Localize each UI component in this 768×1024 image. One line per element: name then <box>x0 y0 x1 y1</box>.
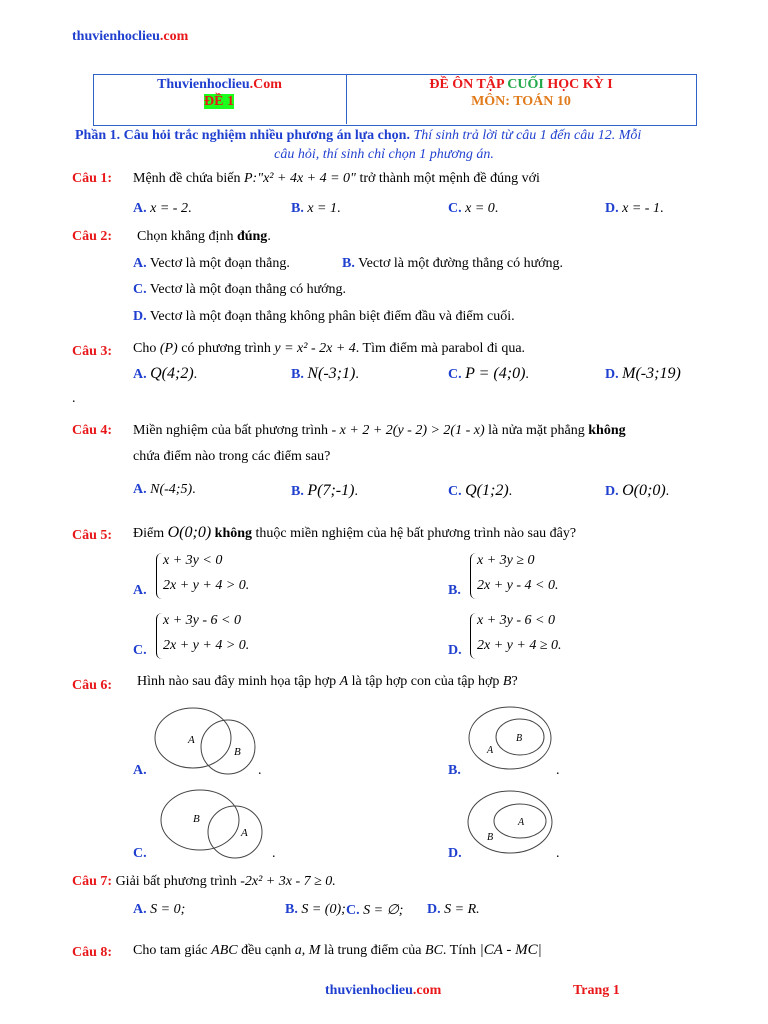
footer-site: thuvienhoclieu.com <box>325 983 442 998</box>
stray-dot: . <box>72 391 76 406</box>
question-3-option-c[interactable]: C. P = (4;0). <box>448 365 529 382</box>
site-name-tld: .com <box>159 29 189 44</box>
venn-label: A <box>518 817 525 828</box>
question-3-label: Câu 3: <box>72 344 113 359</box>
venn-label: B <box>516 733 523 744</box>
question-4-text: Miền nghiệm của bất phương trình - x + 2 + 2(y - 2) > 2(1 - x) là nửa mặt phẳng không <box>133 423 626 438</box>
system-brace <box>470 613 477 659</box>
system-line: x + 3y < 0 <box>163 553 223 568</box>
question-4-option-d[interactable]: D. O(0;0). <box>605 482 670 499</box>
page-number: Trang 1 <box>573 983 620 998</box>
question-3-option-d[interactable]: D. M(-3;19) <box>605 365 681 382</box>
header-subject: MÔN: TOÁN 10 <box>471 94 571 109</box>
question-1-option-b[interactable]: B. x = 1. <box>291 201 341 216</box>
section-instruction: câu hỏi, thí sinh chỉ chọn 1 phương án. <box>274 147 494 162</box>
venn-diagram-b <box>465 703 560 775</box>
question-4-option-a[interactable]: A. N(-4;5). <box>133 482 196 497</box>
question-1-option-c[interactable]: C. x = 0. <box>448 201 499 216</box>
question-6-label: Câu 6: <box>72 678 113 693</box>
venn-label: A <box>241 827 248 839</box>
system-line: 2x + y + 4 ≥ 0. <box>477 638 562 653</box>
question-7-label: Câu 7: <box>72 874 113 889</box>
system-brace <box>156 613 163 659</box>
question-2-option-a[interactable]: A. Vectơ là một đoạn thẳng. <box>133 256 290 271</box>
question-6-text: Hình nào sau đây minh họa tập hợp A là tập hợp con của tập hợp B? <box>137 674 518 689</box>
system-brace <box>156 553 163 599</box>
venn-label: B <box>193 813 200 825</box>
question-7-text: Câu 7: Giải bất phương trình -2x² + 3x - 7 ≥ 0. <box>72 874 336 889</box>
question-6-option-d[interactable]: D. <box>448 846 462 861</box>
question-1-option-a[interactable]: A. x = - 2. <box>133 201 192 216</box>
question-5-option-d[interactable]: D. <box>448 643 462 658</box>
system-brace <box>470 553 477 599</box>
venn-diagram-d <box>465 788 560 860</box>
question-3-option-b[interactable]: B. N(-3;1). <box>291 365 359 382</box>
question-7-option-c[interactable]: C. S = ∅; <box>346 903 404 918</box>
question-1-text: Mệnh đề chứa biến P:"x² + 4x + 4 = 0" trở thành một mệnh đề đúng với <box>133 171 540 186</box>
question-6-option-a[interactable]: A. <box>133 763 147 778</box>
question-4-text-cont: chứa điểm nào trong các điểm sau? <box>133 449 331 464</box>
question-1-label: Câu 1: <box>72 171 113 186</box>
question-2-option-c[interactable]: C. Vectơ là một đoạn thẳng có hướng. <box>133 282 347 297</box>
venn-diagram-c <box>155 786 270 862</box>
venn-diagram-a <box>150 703 260 779</box>
question-5-text: Điểm O(0;0) không thuộc miền nghiệm của hệ bất phương trình nào sau đây? <box>133 524 577 541</box>
question-5-option-a[interactable]: A. <box>133 583 147 598</box>
question-1-option-d[interactable]: D. x = - 1. <box>605 201 664 216</box>
question-3-text: Cho (P) có phương trình y = x² - 2x + 4. Tìm điểm mà parabol đi qua. <box>133 341 526 356</box>
site-name <box>72 29 188 45</box>
question-3-option-a[interactable]: A. Q(4;2). <box>133 365 198 382</box>
header-left-code: ĐỀ 1 <box>204 94 234 109</box>
question-4-option-c[interactable]: C. Q(1;2). <box>448 482 513 499</box>
question-6-option-b[interactable]: B. <box>448 763 461 778</box>
venn-label: A <box>487 745 494 756</box>
system-line: 2x + y - 4 < 0. <box>477 578 559 593</box>
site-name-main: thuvienhoclieu <box>72 29 160 44</box>
question-2-text: Chọn khẳng định đúng. <box>137 229 271 244</box>
question-6-option-c[interactable]: C. <box>133 846 147 861</box>
question-7-option-d[interactable]: D. S = R. <box>427 902 480 917</box>
system-line: x + 3y - 6 < 0 <box>163 613 241 628</box>
question-5-option-c[interactable]: C. <box>133 643 147 658</box>
system-line: 2x + y + 4 > 0. <box>163 578 250 593</box>
question-2-option-d[interactable]: D. Vectơ là một đoạn thẳng không phân biệt điểm đầu và điểm cuối. <box>133 309 515 324</box>
section-title: Phần 1. Câu hỏi trắc nghiệm nhiều phương án lựa chọn. Thí sinh trả lời từ câu 1 đến câu 12. Mỗi <box>75 128 642 143</box>
venn-label: A <box>188 734 195 746</box>
system-line: 2x + y + 4 > 0. <box>163 638 250 653</box>
question-4-label: Câu 4: <box>72 423 113 438</box>
venn-label: B <box>234 746 241 758</box>
header-right-title: ĐỀ ÔN TẬP CUỐI HỌC KỲ I <box>429 77 613 92</box>
system-line: x + 3y - 6 < 0 <box>477 613 555 628</box>
question-8-label: Câu 8: <box>72 945 113 960</box>
question-7-option-b[interactable]: B. S = (0); <box>285 902 346 917</box>
question-7-option-a[interactable]: A. S = 0; <box>133 902 186 917</box>
header-left-name: Thuvienhoclieu.Com <box>157 77 282 92</box>
question-2-label: Câu 2: <box>72 229 113 244</box>
venn-label: B <box>487 832 494 843</box>
question-4-option-b[interactable]: B. P(7;-1). <box>291 482 358 499</box>
question-8-text: Cho tam giác ABC đều cạnh a, M là trung điểm của BC. Tính |CA - MC| <box>133 942 542 958</box>
question-5-label: Câu 5: <box>72 528 113 543</box>
system-line: x + 3y ≥ 0 <box>477 553 535 568</box>
question-2-option-b[interactable]: B. Vectơ là một đường thẳng có hướng. <box>342 256 564 271</box>
question-5-option-b[interactable]: B. <box>448 583 461 598</box>
